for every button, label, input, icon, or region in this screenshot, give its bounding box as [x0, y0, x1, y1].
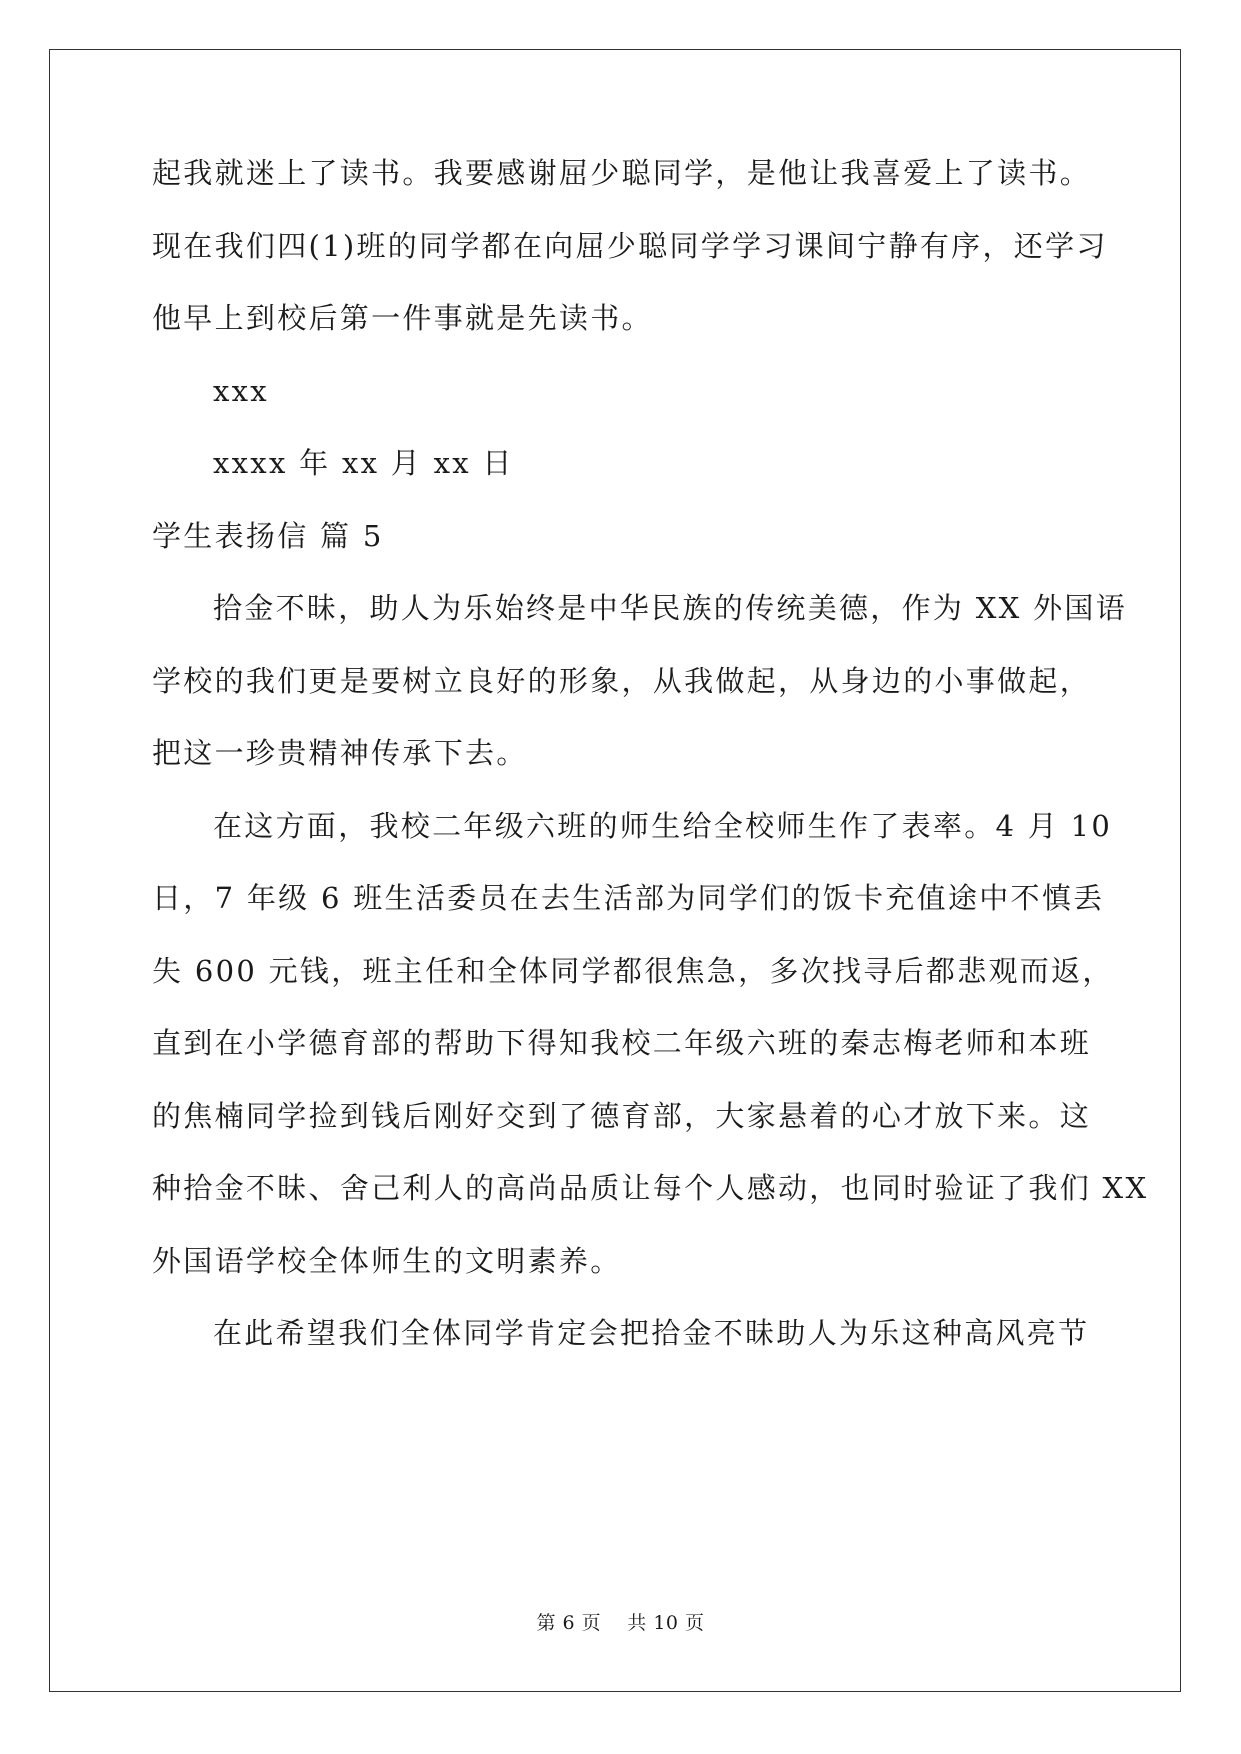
body-line: 起我就迷上了读书。我要感谢屈少聪同学，是他让我喜爱上了读书。: [152, 156, 1092, 190]
body-line: 现在我们四(1)班的同学都在向屈少聪同学学习课间宁静有序，还学习: [152, 229, 1108, 263]
body-line: 的焦楠同学捡到钱后刚好交到了德育部，大家悬着的心才放下来。这: [152, 1099, 1092, 1133]
body-line: 他早上到校后第一件事就是先读书。: [152, 301, 653, 335]
page-total: 共 10 页: [627, 1612, 705, 1634]
body-line: 直到在小学德育部的帮助下得知我校二年级六班的秦志梅老师和本班: [152, 1026, 1092, 1060]
section-heading: 学生表扬信 篇 5: [152, 519, 384, 553]
signature-date: xxxx 年 xx 月 xx 日: [213, 446, 514, 480]
body-line: 学校的我们更是要树立良好的形象，从我做起，从身边的小事做起，: [152, 664, 1092, 698]
page-footer: [0, 1608, 1241, 1635]
body-line: 失 600 元钱，班主任和全体同学都很焦急，多次找寻后都悲观而返，: [152, 954, 1114, 988]
body-line: 拾金不昧，助人为乐始终是中华民族的传统美德，作为 XX 外国语: [213, 591, 1128, 625]
body-line: 种拾金不昧、舍己利人的高尚品质让每个人感动，也同时验证了我们 XX: [152, 1171, 1149, 1205]
page-border: [49, 49, 1181, 1692]
body-line: 日，7 年级 6 班生活委员在去生活部为同学们的饭卡充值途中不慎丢: [152, 881, 1105, 915]
body-line: 外国语学校全体师生的文明素养。: [152, 1244, 622, 1278]
body-line: 把这一珍贵精神传承下去。: [152, 736, 528, 770]
page-number: 第 6 页: [536, 1612, 602, 1634]
signature-name: xxx: [213, 374, 269, 408]
body-line: 在这方面，我校二年级六班的师生给全校师生作了表率。4 月 10: [213, 809, 1113, 843]
body-line: 在此希望我们全体同学肯定会把拾金不昧助人为乐这种高风亮节: [213, 1316, 1090, 1350]
